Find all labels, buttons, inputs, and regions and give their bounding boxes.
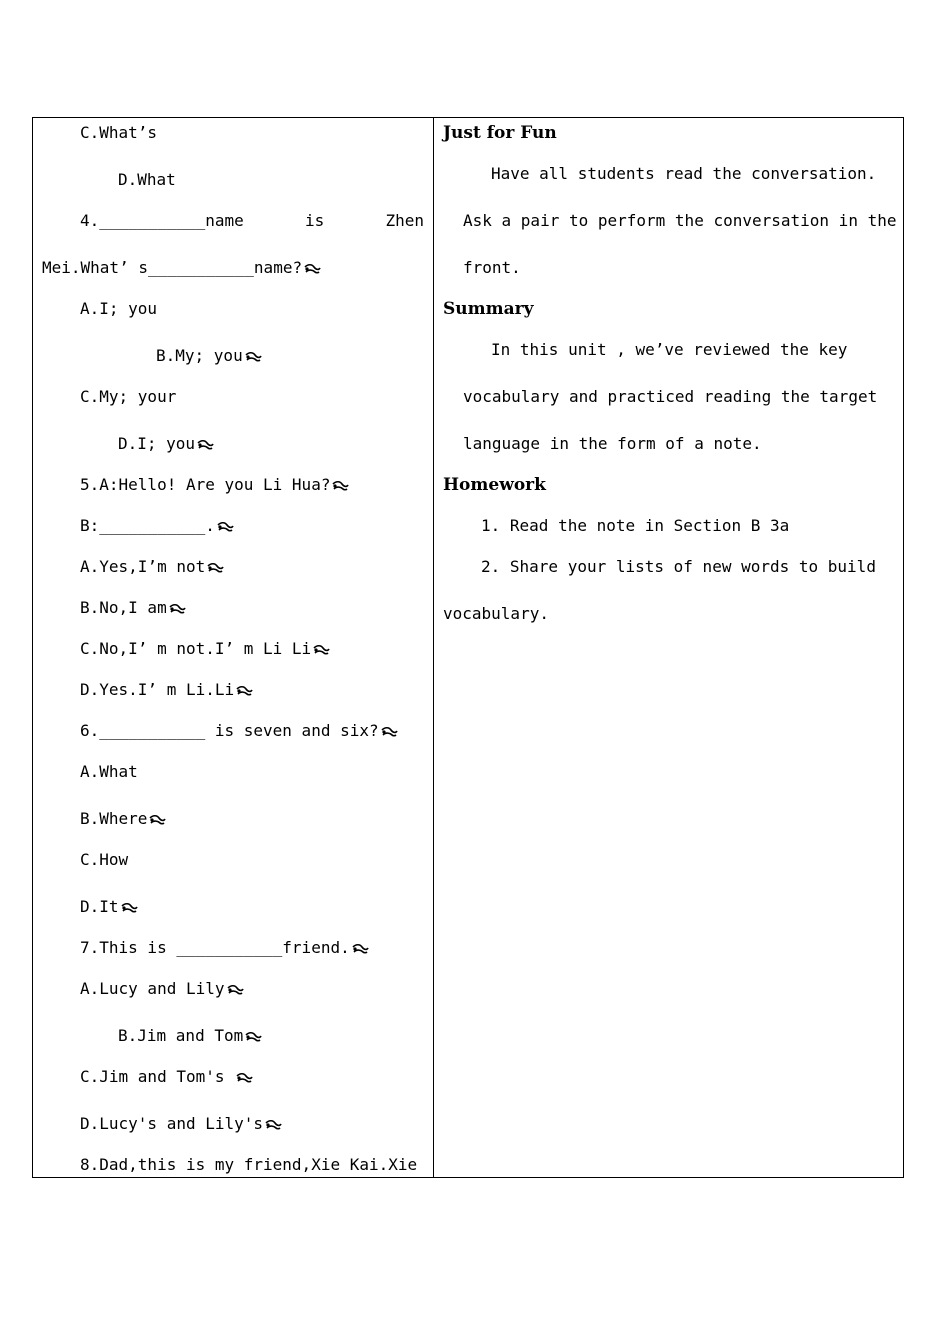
audio-swirl-icon <box>148 814 166 826</box>
q4-option-b: B.My; you <box>156 345 262 367</box>
q8-stem: 8.Dad,this is my friend,Xie Kai.Xie <box>80 1155 418 1174</box>
q6-option-b: B.Where <box>80 808 166 830</box>
just-for-fun-line3: front. <box>463 258 521 277</box>
audio-swirl-icon <box>206 562 224 574</box>
audio-swirl-icon <box>235 1072 253 1084</box>
homework-heading: Homework <box>443 475 546 495</box>
q7-option-b: B.Jim and Tom <box>118 1025 262 1047</box>
q6-option-c: C.How <box>80 850 129 869</box>
q5-option-b: B.No,I am <box>80 597 186 619</box>
q5-answer-line: B:___________. <box>80 515 234 537</box>
q5-option-d: D.Yes.I’ m Li.Li <box>80 679 253 701</box>
audio-swirl-icon <box>244 1031 262 1043</box>
homework-item-2-cont: vocabulary. <box>443 604 549 623</box>
homework-item-1: 1. Read the note in Section B 3a <box>481 516 790 535</box>
q6-option-d: D.It <box>80 896 138 918</box>
q5-option-c: C.No,I’ m not.I’ m Li Li <box>80 638 330 660</box>
q3-option-c: C.What’s <box>80 123 158 142</box>
summary-heading: Summary <box>443 299 534 319</box>
q4-option-d: D.I; you <box>118 433 214 455</box>
audio-swirl-icon <box>216 521 234 533</box>
q4-stem-line2: Mei.What’ s___________name? <box>42 257 321 279</box>
audio-swirl-icon <box>351 943 369 955</box>
q4-option-a: A.I; you <box>80 299 158 318</box>
column-divider <box>433 117 434 1178</box>
audio-swirl-icon <box>303 263 321 275</box>
q6-option-a: A.What <box>80 762 138 781</box>
audio-swirl-icon <box>331 480 349 492</box>
audio-swirl-icon <box>312 644 330 656</box>
summary-line1: In this unit , we’ve reviewed the key <box>491 340 848 359</box>
audio-swirl-icon <box>235 685 253 697</box>
audio-swirl-icon <box>264 1119 282 1131</box>
q7-option-c: C.Jim and Tom's <box>80 1066 253 1088</box>
q6-stem: 6.___________ is seven and six? <box>80 720 398 742</box>
just-for-fun-heading: Just for Fun <box>443 123 557 143</box>
homework-item-2: 2. Share your lists of new words to build <box>481 557 876 576</box>
audio-swirl-icon <box>226 984 244 996</box>
q4-stem-line1: 4.___________name is Zhen <box>80 211 424 230</box>
summary-line2: vocabulary and practiced reading the target <box>463 387 878 406</box>
just-for-fun-line1: Have all students read the conversation. <box>491 164 877 183</box>
q7-option-d: D.Lucy's and Lily's <box>80 1113 282 1135</box>
q5-stem: 5.A:Hello! Are you Li Hua? <box>80 474 349 496</box>
q4-option-c: C.My; your <box>80 387 177 406</box>
audio-swirl-icon <box>168 603 186 615</box>
audio-swirl-icon <box>244 351 262 363</box>
q7-stem: 7.This is ___________friend. <box>80 937 369 959</box>
summary-line3: language in the form of a note. <box>463 434 762 453</box>
just-for-fun-line2: Ask a pair to perform the conversation in the <box>463 211 897 230</box>
q3-option-d: D.What <box>118 170 176 189</box>
audio-swirl-icon <box>120 902 138 914</box>
q7-option-a: A.Lucy and Lily <box>80 978 244 1000</box>
audio-swirl-icon <box>196 439 214 451</box>
q5-option-a: A.Yes,I’m not <box>80 556 224 578</box>
audio-swirl-icon <box>380 726 398 738</box>
